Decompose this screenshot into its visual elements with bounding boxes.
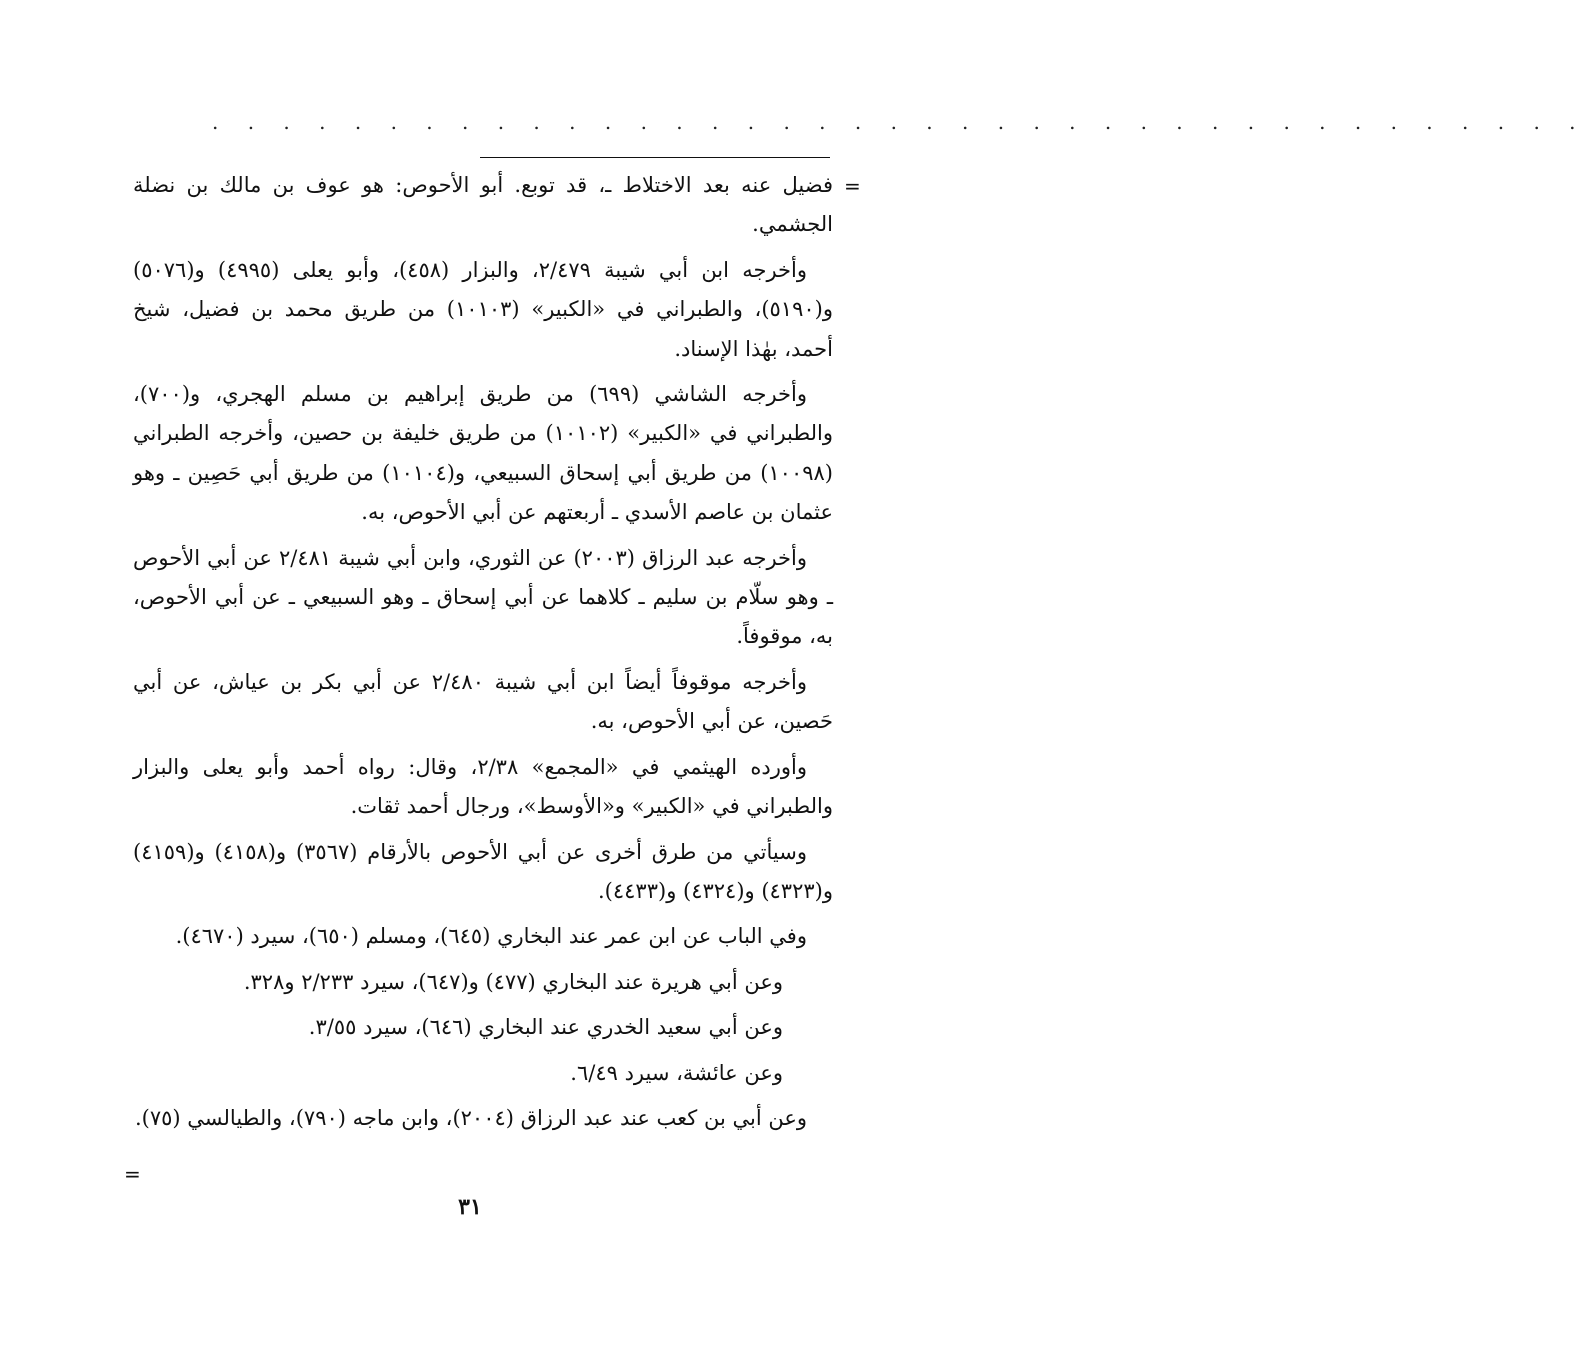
footnote-paragraph: وأورده الهيثمي في «المجمع» ٢/٣٨، وقال: رواه أحمد وأبو يعلى والبزار والطبراني في «الكبير» و«الأوسط»، ورجال أحمد ثقات. xyxy=(133,754,833,819)
footnote-paragraph: فضيل عنه بعد الاختلاط ـ، قد توبع. أبو الأحوص: هو عوف بن مالك بن نضلة الجشمي. xyxy=(133,173,833,237)
footnote-paragraph: وعن أبي بن كعب عند عبد الرزاق (٢٠٠٤)، وابن ماجه (٧٩٠)، والطيالسي (٧٥). xyxy=(134,1105,807,1130)
footnote-rule xyxy=(480,157,830,158)
footnote-paragraph: وسيأتي من طرق أخرى عن أبي الأحوص بالأرقام (٣٥٦٧) و(٤١٥٨) و(٤١٥٩) و(٤٣٢٣) و(٤٣٢٤) و(٤٤٣٣). xyxy=(133,839,833,903)
footnote-paragraph: وفي الباب عن ابن عمر عند البخاري (٦٤٥)، ومسلم (٦٥٠)، سيرد (٤٦٧٠). xyxy=(175,924,807,949)
footnote-paragraph: وأخرجه موقوفاً أيضاً ابن أبي شيبة ٢/٤٨٠ عن أبي بكر بن عياش، عن أبي حَصين، عن أبي الأحوص، به. xyxy=(133,669,833,734)
footnote-paragraph: وأخرجه الشاشي (٦٩٩) من طريق إبراهيم بن مسلم الهجري، و(٧٠٠)، والطبراني في «الكبير» (١٠١٠٢) من طريق خليفة بن حصين، وأخرجه الطبراني (١٠٠٩٨) من طريق أبي إسحاق السبيعي، و(١٠١٠٤) من طريق أبي حَصِين ـ وهو عثمان بن عاصم الأسدي ـ أربعتهم عن أبي الأحوص، به. xyxy=(133,382,833,525)
footnote-paragraph: وأخرجه عبد الرزاق (٢٠٠٣) عن الثوري، وابن أبي شيبة ٢/٤٨١ عن أبي الأحوص ـ وهو سلّام بن سليم ـ كلاهما عن أبي إسحاق ـ وهو السبيعي ـ عن أبي الأحوص، به، موقوفاً. xyxy=(133,545,833,649)
continuation-mark-bottom: = xyxy=(124,1162,141,1186)
footnote-paragraph: وعن أبي هريرة عند البخاري (٤٧٧) و(٦٤٧)، سيرد ٢/٢٣٣ و٣٢٨. xyxy=(243,969,783,994)
continuation-mark-top: = xyxy=(844,174,861,198)
footnote-paragraph: وعن عائشة، سيرد ٦/٤٩. xyxy=(570,1060,783,1085)
separator-dots: . . . . . . . . . . . . . . . . . . . . . . . . . . . . . . . . . . . . . . . xyxy=(212,110,1587,134)
footnote-paragraph: وعن أبي سعيد الخدري عند البخاري (٦٤٦)، سيرد ٣/٥٥. xyxy=(308,1015,783,1040)
footnote-paragraph: وأخرجه ابن أبي شيبة ٢/٤٧٩، والبزار (٤٥٨)، وأبو يعلى (٤٩٩٥) و(٥٠٧٦) و(٥١٩٠)، والطبراني في «الكبير» (١٠١٠٣) من طريق محمد بن فضيل، شيخ أحمد، بهٰذا الإسناد. xyxy=(133,257,833,361)
page-number: ٣١ xyxy=(458,1194,482,1220)
footnote-text xyxy=(133,166,833,1144)
